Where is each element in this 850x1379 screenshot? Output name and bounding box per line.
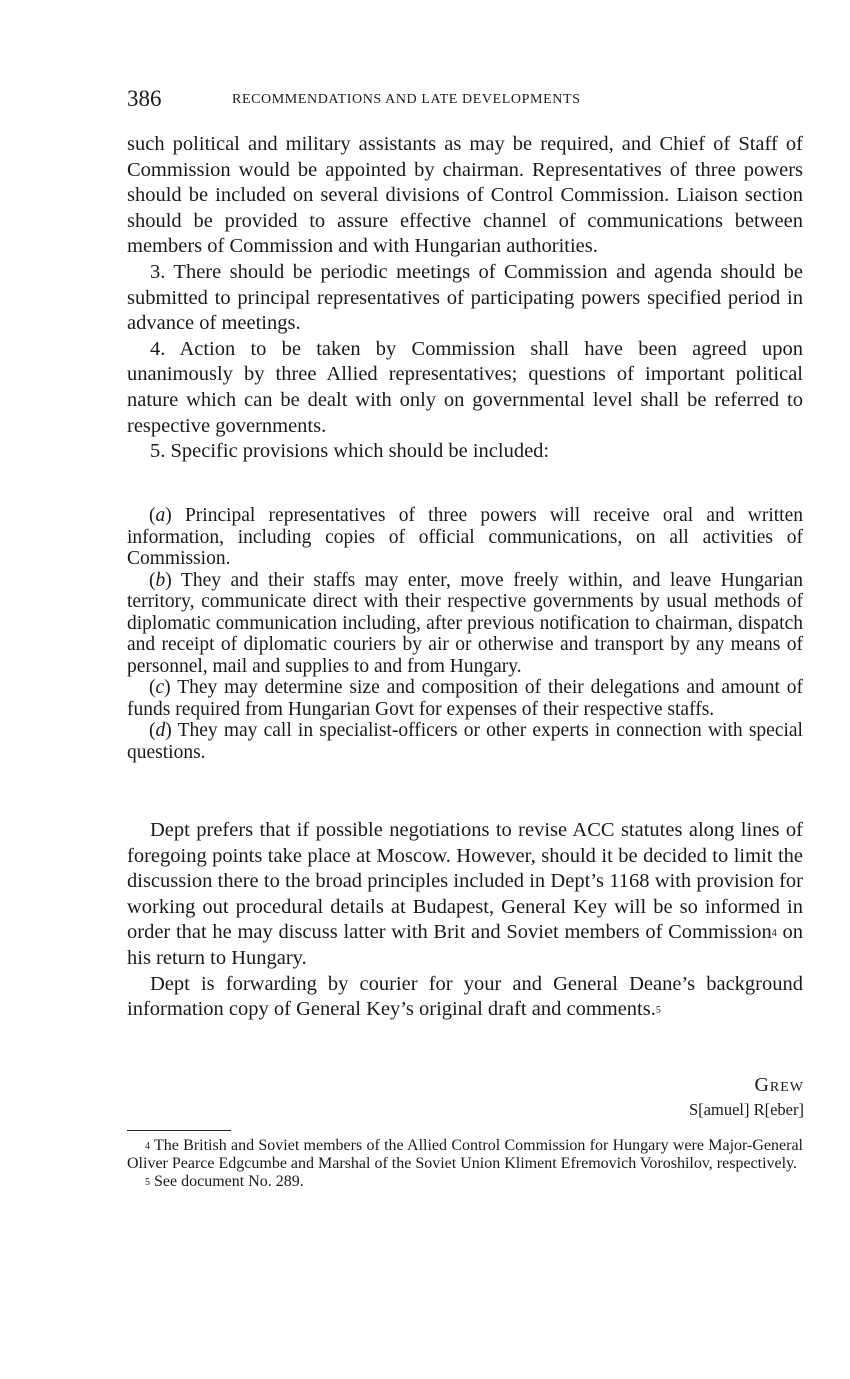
provision-text: Principal representatives of three powers will receive oral and written information, including copies of official communications, on all activities of Commission.	[127, 505, 803, 569]
body-section-1	[127, 132, 803, 465]
page-header	[127, 86, 807, 116]
footnote-4	[127, 1137, 803, 1173]
provision-a: (a) Principal representatives of three powers will receive oral and written information, including copies of official communications, on all activities of Commission.	[127, 505, 803, 569]
provisions-list	[127, 505, 803, 763]
footnote-text: See document No. 289.	[150, 1172, 304, 1190]
footnote-5	[127, 1173, 803, 1191]
footnote-divider	[127, 1130, 231, 1131]
paragraph-3: 3. There should be periodic meetings of Commission and agenda should be submitted to principal representatives of participating powers specified period in advance of meetings.	[127, 260, 803, 335]
provision-d: (d) They may call in specialist-officers or other experts in connection with special questions.	[127, 720, 803, 763]
provision-c: (c) They may determine size and composition of their delegations and amount of funds required from Hungarian Govt for expenses of their respective staffs.	[127, 677, 803, 720]
running-title: RECOMMENDATIONS AND LATE DEVELOPMENTS	[232, 92, 581, 107]
provision-text: They may determine size and composition of their delegations and amount of funds required from Hungarian Govt for expenses of their respective staffs.	[127, 677, 803, 720]
provision-letter: d	[155, 720, 166, 741]
body-section-2	[127, 818, 803, 1023]
paragraph-7	[127, 972, 803, 1023]
paragraph-6-end: on his return to Hungary.	[127, 921, 803, 969]
page-number: 386	[127, 86, 162, 111]
footnote-mark: 4	[145, 1141, 150, 1152]
paragraph-7-text: Dept is forwarding by courier for your and General Deane’s background information copy of General Key’s original draft and comments.	[127, 972, 803, 1021]
paragraph-4: 4. Action to be taken by Commission shall have been agreed upon unanimously by three Allied representatives; questions of important political nature which can be dealt with only on governmental level shall be referred to respective governments.	[127, 337, 803, 437]
footnote-text: The British and Soviet members of the Allied Control Commission for Hungary were Major-General Oliver Pearce Edgcumbe and Marshal of the Soviet Union Kliment Efremovich Voroshilov, respectively.	[127, 1137, 803, 1172]
paragraph-6	[127, 818, 803, 972]
provision-b: (b) They and their staffs may enter, move freely within, and leave Hungarian territory, communicate direct with their respective governments by usual methods of diplomatic communication including, after previous notification to chairman, dispatch and receipt of diplomatic couriers by air or otherwise and transport by any means of personnel, mail and supplies to and from Hungary.	[127, 569, 803, 677]
footnotes	[127, 1137, 803, 1190]
paragraph-6-text: Dept prefers that if possible negotiations to revise ACC statutes along lines of foregoing points take place at Moscow. However, should it be decided to limit the discussion there to the broad principles included in Dept’s 1168 with provision for working out procedural details at Budapest, General Key will be so informed in order that he may discuss latter with Brit and Soviet members of Commission	[127, 819, 803, 944]
provision-letter: b	[155, 569, 166, 591]
paragraph-5: 5. Specific provisions which should be included:	[150, 440, 550, 463]
footnote-mark: 5	[145, 1176, 150, 1188]
footnote-ref-4: 4	[771, 928, 777, 940]
signature-initials: S[amuel] R[eber]	[689, 1100, 804, 1119]
footnote-ref-5: 5	[655, 1005, 661, 1017]
provision-letter: c	[155, 677, 165, 698]
provision-letter: a	[155, 505, 166, 526]
signature-name: Grew	[754, 1074, 804, 1096]
provision-text: They and their staffs may enter, move freely within, and leave Hungarian territory, communicate direct with their respective governments by usual methods of diplomatic communication including, after previous notification to chairman, dispatch and receipt of diplomatic couriers by air or otherwise and transport by any means of personnel, mail and supplies to and from Hungary.	[127, 569, 803, 677]
paragraph-continued: such political and military assistants as may be required, and Chief of Staff of Commission would be appointed by chairman. Representatives of three powers should be included on several divisions of Control Commission. Liaison section should be provided to assure effective channel of communications between members of Commission and with Hungarian authorities.	[127, 133, 803, 258]
provision-text: They may call in specialist-officers or other experts in connection with special questions.	[127, 720, 803, 763]
